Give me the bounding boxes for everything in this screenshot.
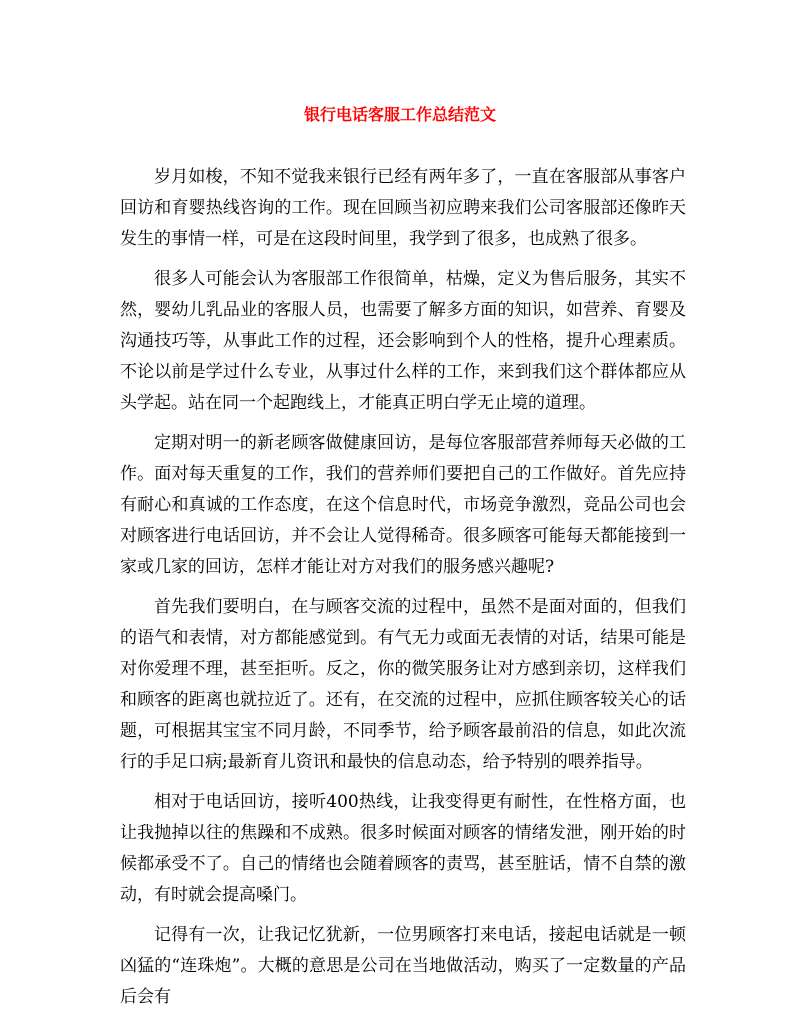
- paragraph: 岁月如梭，不知不觉我来银行已经有两年多了，一直在客服部从事客户回访和育婴热线咨询的工作。现在回顾当初应聘来我们公司客服部还像昨天发生的事情一样，可是在这段时间里，我学到了很多，也成熟了很多。: [120, 167, 686, 249]
- paragraph: 很多人可能会认为客服部工作很简单，枯燥，定义为售后服务，其实不然，婴幼儿乳品业的客服人员，也需要了解多方面的知识，如营养、育婴及沟通技巧等，从事此工作的过程，还会影响到个人的性格，提升心理素质。不论以前是学过什么专业，从事过什么样的工作，来到我们这个群体都应从头学起。站在同一个起跑线上，才能真正明白学无止境的道理。: [120, 269, 686, 413]
- document-title: 银行电话客服工作总结范文: [303, 105, 496, 124]
- paragraph: 记得有一次，让我记忆犹新，一位男顾客打来电话，接起电话就是一顿凶猛的“连珠炮”。大概的意思是公司在当地做活动，购买了一定数量的产品后会有: [120, 925, 686, 1007]
- paragraph: 相对于电话回访，接听400热线，让我变得更有耐性，在性格方面，也让我抛掉以往的焦躁和不成熟。很多时候面对顾客的情绪发泄，刚开始的时候都承受不了。自己的情绪也会随着顾客的责骂，甚至脏话，情不自禁的激动，有时就会提高嗓门。: [120, 792, 686, 905]
- paragraph: 定期对明一的新老顾客做健康回访，是每位客服部营养师每天必做的工作。面对每天重复的工作，我们的营养师们要把自己的工作做好。首先应持有耐心和真诚的工作态度，在这个信息时代，市场竞争激烈，竞品公司也会对顾客进行电话回访，并不会让人觉得稀奇。很多顾客可能每天都能接到一家或几家的回访，怎样才能让对方对我们的服务感兴趣呢?: [120, 433, 686, 577]
- document-body: [120, 162, 686, 1013]
- paragraph: 首先我们要明白，在与顾客交流的过程中，虽然不是面对面的，但我们的语气和表情，对方都能感觉到。有气无力或面无表情的对话，结果可能是对你爱理不理，甚至拒听。反之，你的微笑服务让对方感到亲切，这样我们和顾客的距离也就拉近了。还有，在交流的过程中，应抓住顾客较关心的话题，可根据其宝宝不同月龄，不同季节，给予顾客最前沿的信息，如此次流行的手足口病;最新育儿资讯和最快的信息动态，给予特别的喂养指导。: [120, 597, 686, 772]
